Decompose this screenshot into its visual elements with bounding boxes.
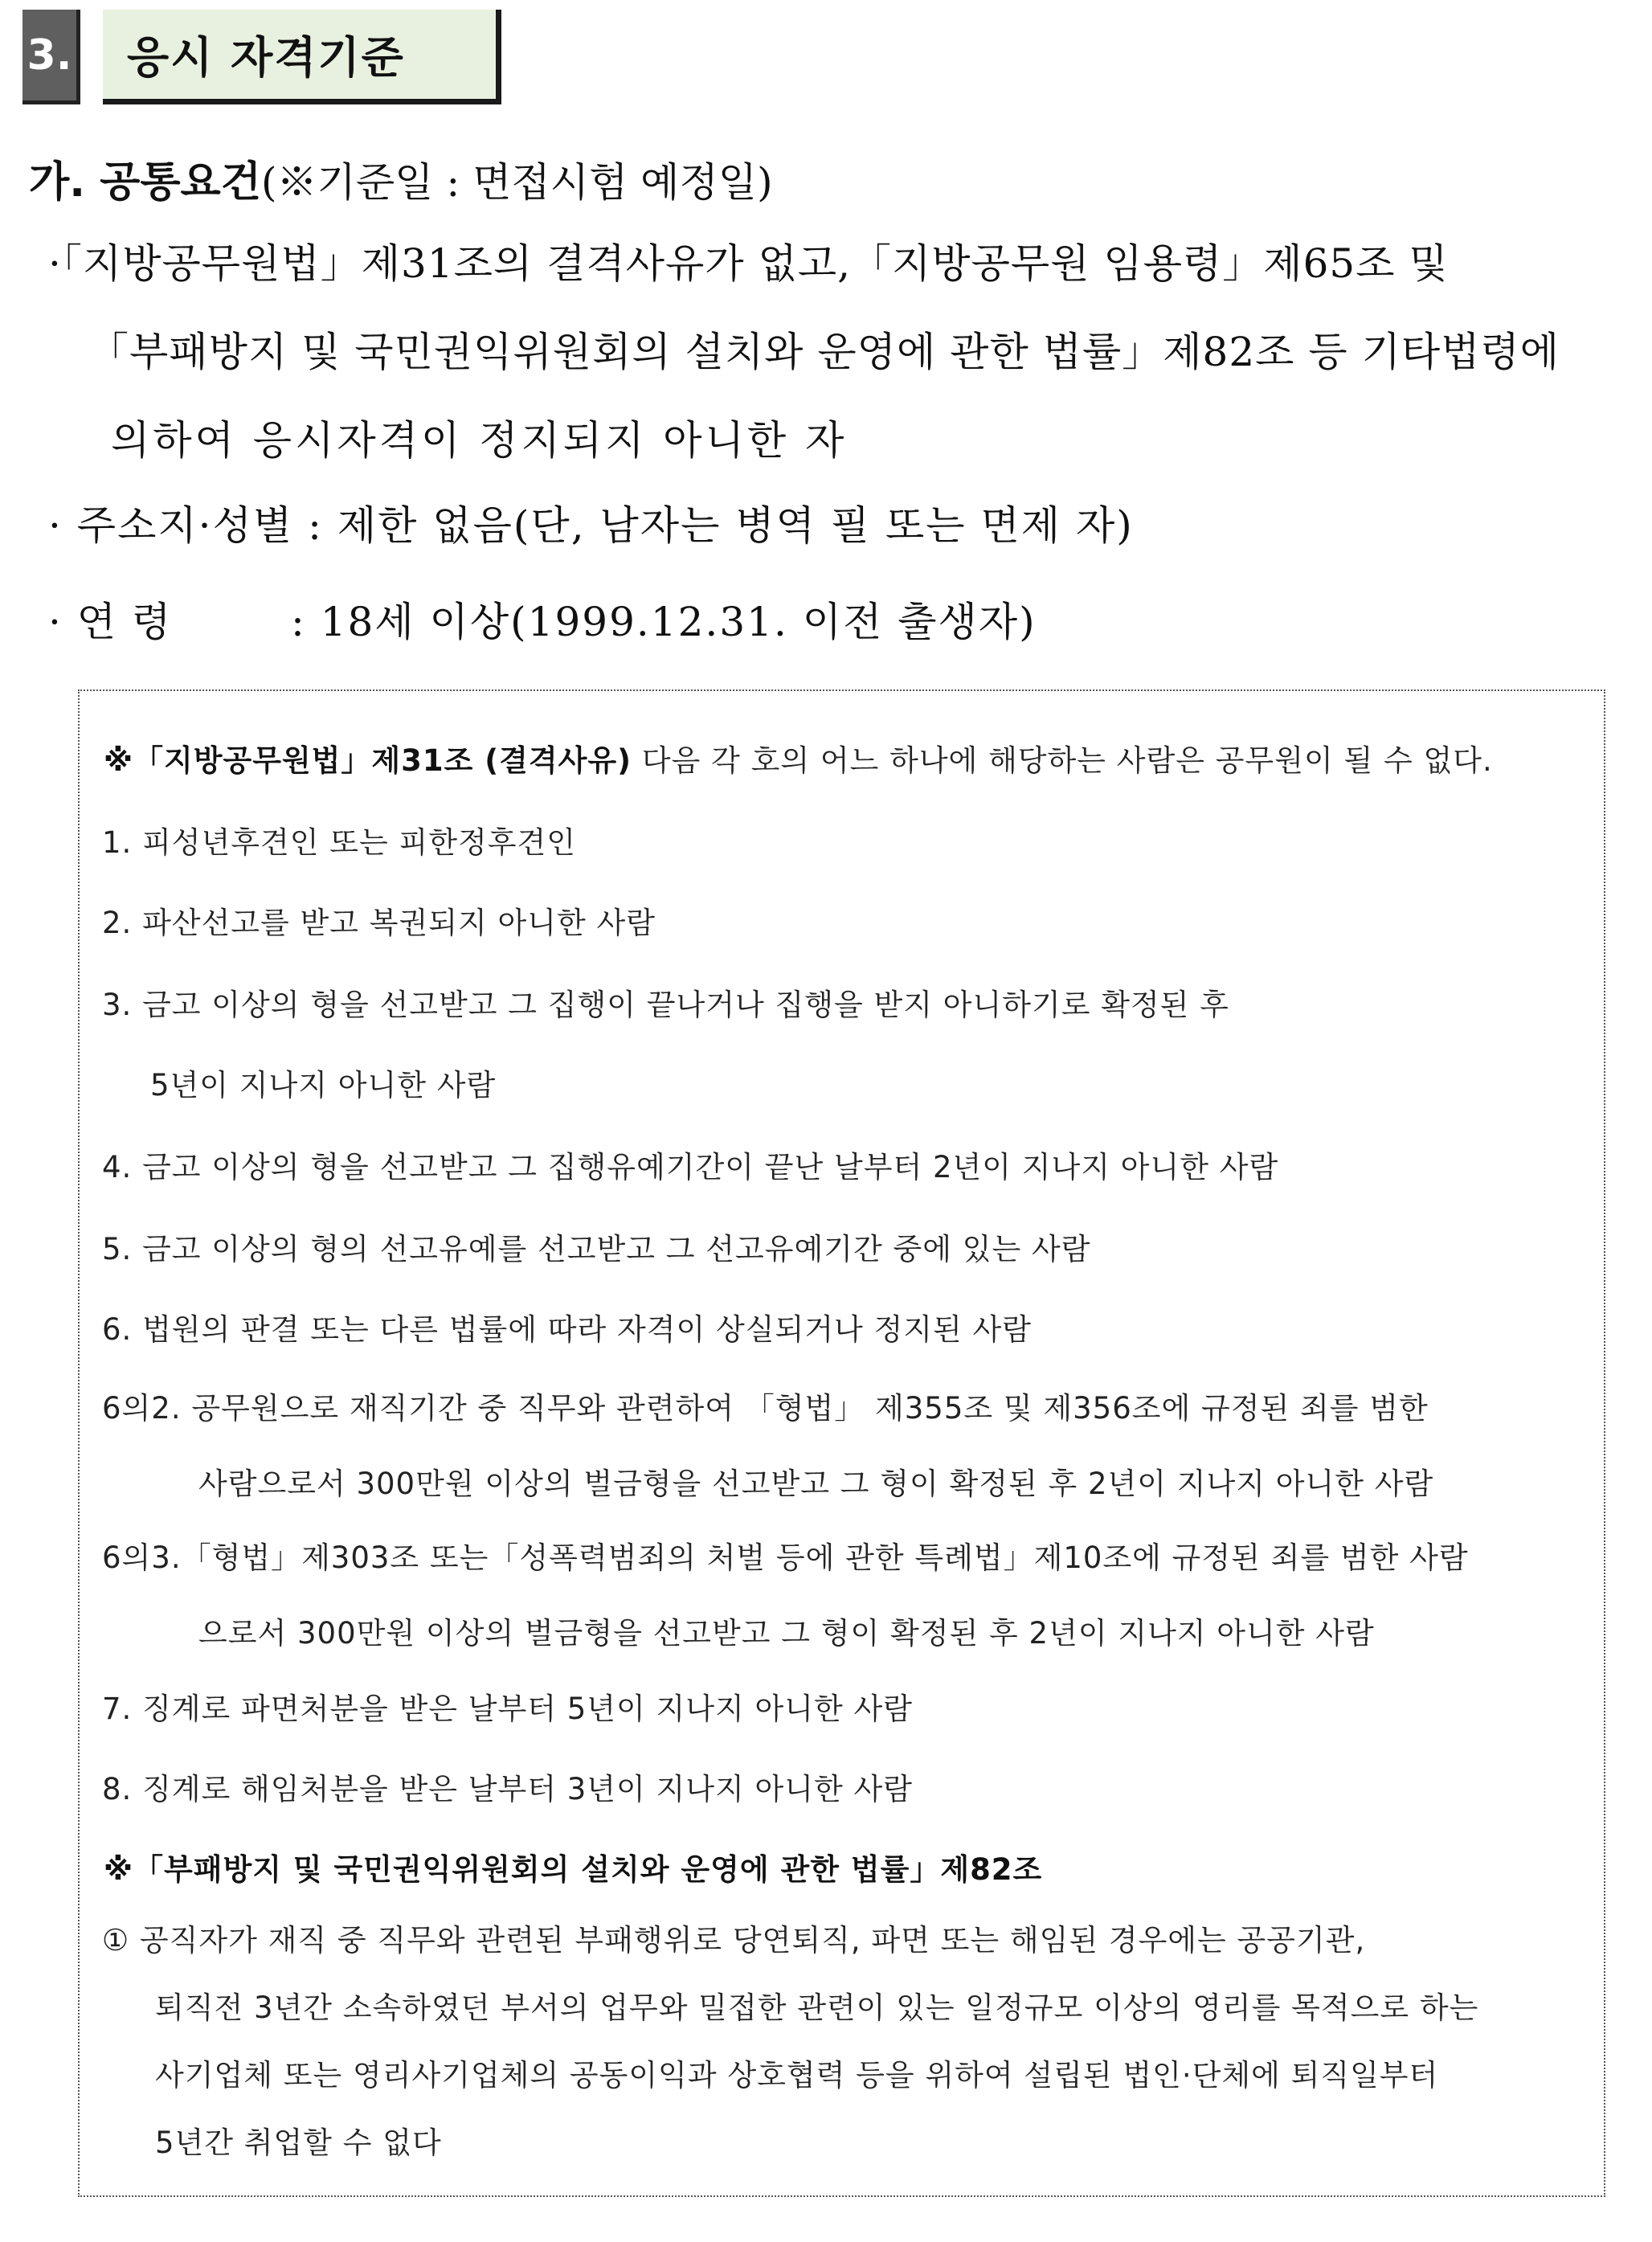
list-item: 7. 징계로 파면처분을 받은 날부터 5년이 지나지 아니한 사람: [102, 1692, 913, 1726]
section-number: 3.: [27, 31, 72, 80]
list-item: 6. 법원의 판결 또는 다른 법률에 따라 자격이 상실되거나 정지된 사람: [102, 1312, 1032, 1347]
section-title: 응시 자격기준: [127, 32, 405, 83]
list-item: 5. 금고 이상의 형의 선고유예를 선고받고 그 선고유예기간 중에 있는 사람: [102, 1232, 1091, 1266]
list-item: 2. 파산선고를 받고 복권되지 아니한 사람: [102, 906, 656, 940]
reference-date-note: (※기준일 : 면접시험 예정일): [261, 159, 773, 206]
list-item: 1. 피성년후견인 또는 피한정후견인: [102, 825, 576, 860]
list-item-continuation: 사람으로서 300만원 이상의 벌금형을 선고받고 그 형이 확정된 후 2년이 지나지 아니한 사람: [198, 1467, 1434, 1501]
list-item: 6의2. 공무원으로 재직기간 중 직무와 관련하여 「형법」 제355조 및 제356조에 규정된 죄를 범한: [102, 1391, 1429, 1426]
common-heading-text: 가. 공통요건: [29, 158, 262, 207]
list-item: 8. 징계로 해임처분을 받은 날부터 3년이 지나지 아니한 사람: [102, 1772, 913, 1806]
bullet-age: [48, 590, 1037, 648]
common-requirements-heading: [29, 148, 773, 208]
bullet-disqualification: ·「지방공무원법」제31조의 결격사유가 없고,「지방공무원 임용령」제65조 및: [48, 240, 1449, 287]
list-item: 4. 금고 이상의 형을 선고받고 그 집행유예기간이 끝난 날부터 2년이 지나지 아니한 사람: [102, 1150, 1279, 1184]
list-item: 6의3.「형법」제303조 또는「성폭력범죄의 처벌 등에 관한 특례법」제10조에 규정된 죄를 범한 사람: [102, 1540, 1469, 1575]
law31-heading-rest: 다음 각 호의 어느 하나에 해당하는 사람은 공무원이 될 수 없다.: [632, 743, 1493, 778]
list-item-continuation: 으로서 300만원 이상의 벌금형을 선고받고 그 형이 확정된 후 2년이 지나지 아니한 사람: [198, 1616, 1375, 1651]
law82-paragraph-line: 퇴직전 3년간 소속하였던 부서의 업무와 밀접한 관련이 있는 일정규모 이상의 영리를 목적으로 하는: [155, 1990, 1479, 2025]
list-item: 3. 금고 이상의 형을 선고받고 그 집행이 끝나거나 집행을 받지 아니하기로 확정된 후: [102, 988, 1229, 1022]
law82-heading: ※「부패방지 및 국민권익위원회의 설치와 운영에 관한 법률」제82조: [104, 1852, 1043, 1887]
bullet-disqualification-cont-1: 「부패방지 및 국민권익위원회의 설치와 운영에 관한 법률」제82조 등 기타법령에: [88, 329, 1560, 375]
bullet-disqualification-cont-2: 의하여 응시자격이 정지되지 아니한 자: [111, 417, 848, 464]
bullet-residence-gender: · 주소지·성별 : 제한 없음(단, 남자는 병역 필 또는 면제 자): [48, 502, 1134, 549]
law82-paragraph-line: 5년간 취업할 수 없다: [155, 2125, 442, 2160]
age-value: : 18세 이상(1999.12.31. 이전 출생자): [291, 599, 1037, 645]
law82-paragraph-line: 사기업체 또는 영리사기업체의 공동이익과 상호협력 등을 위하여 설립된 법인·단체에 퇴직일부터: [155, 2058, 1439, 2093]
section-title-box: [103, 10, 501, 104]
age-label: · 연 령: [48, 599, 173, 645]
section-number-badge: [22, 10, 80, 104]
law-excerpt-box: [78, 689, 1605, 2197]
law31-heading-line: [104, 736, 1493, 779]
list-item-continuation: 5년이 지나지 아니한 사람: [150, 1068, 497, 1103]
law31-heading: ※「지방공무원법」제31조 (결격사유): [104, 743, 632, 778]
law82-paragraph-line: ① 공직자가 재직 중 직무와 관련된 부패행위로 당연퇴직, 파면 또는 해임된 경우에는 공공기관,: [102, 1923, 1366, 1958]
